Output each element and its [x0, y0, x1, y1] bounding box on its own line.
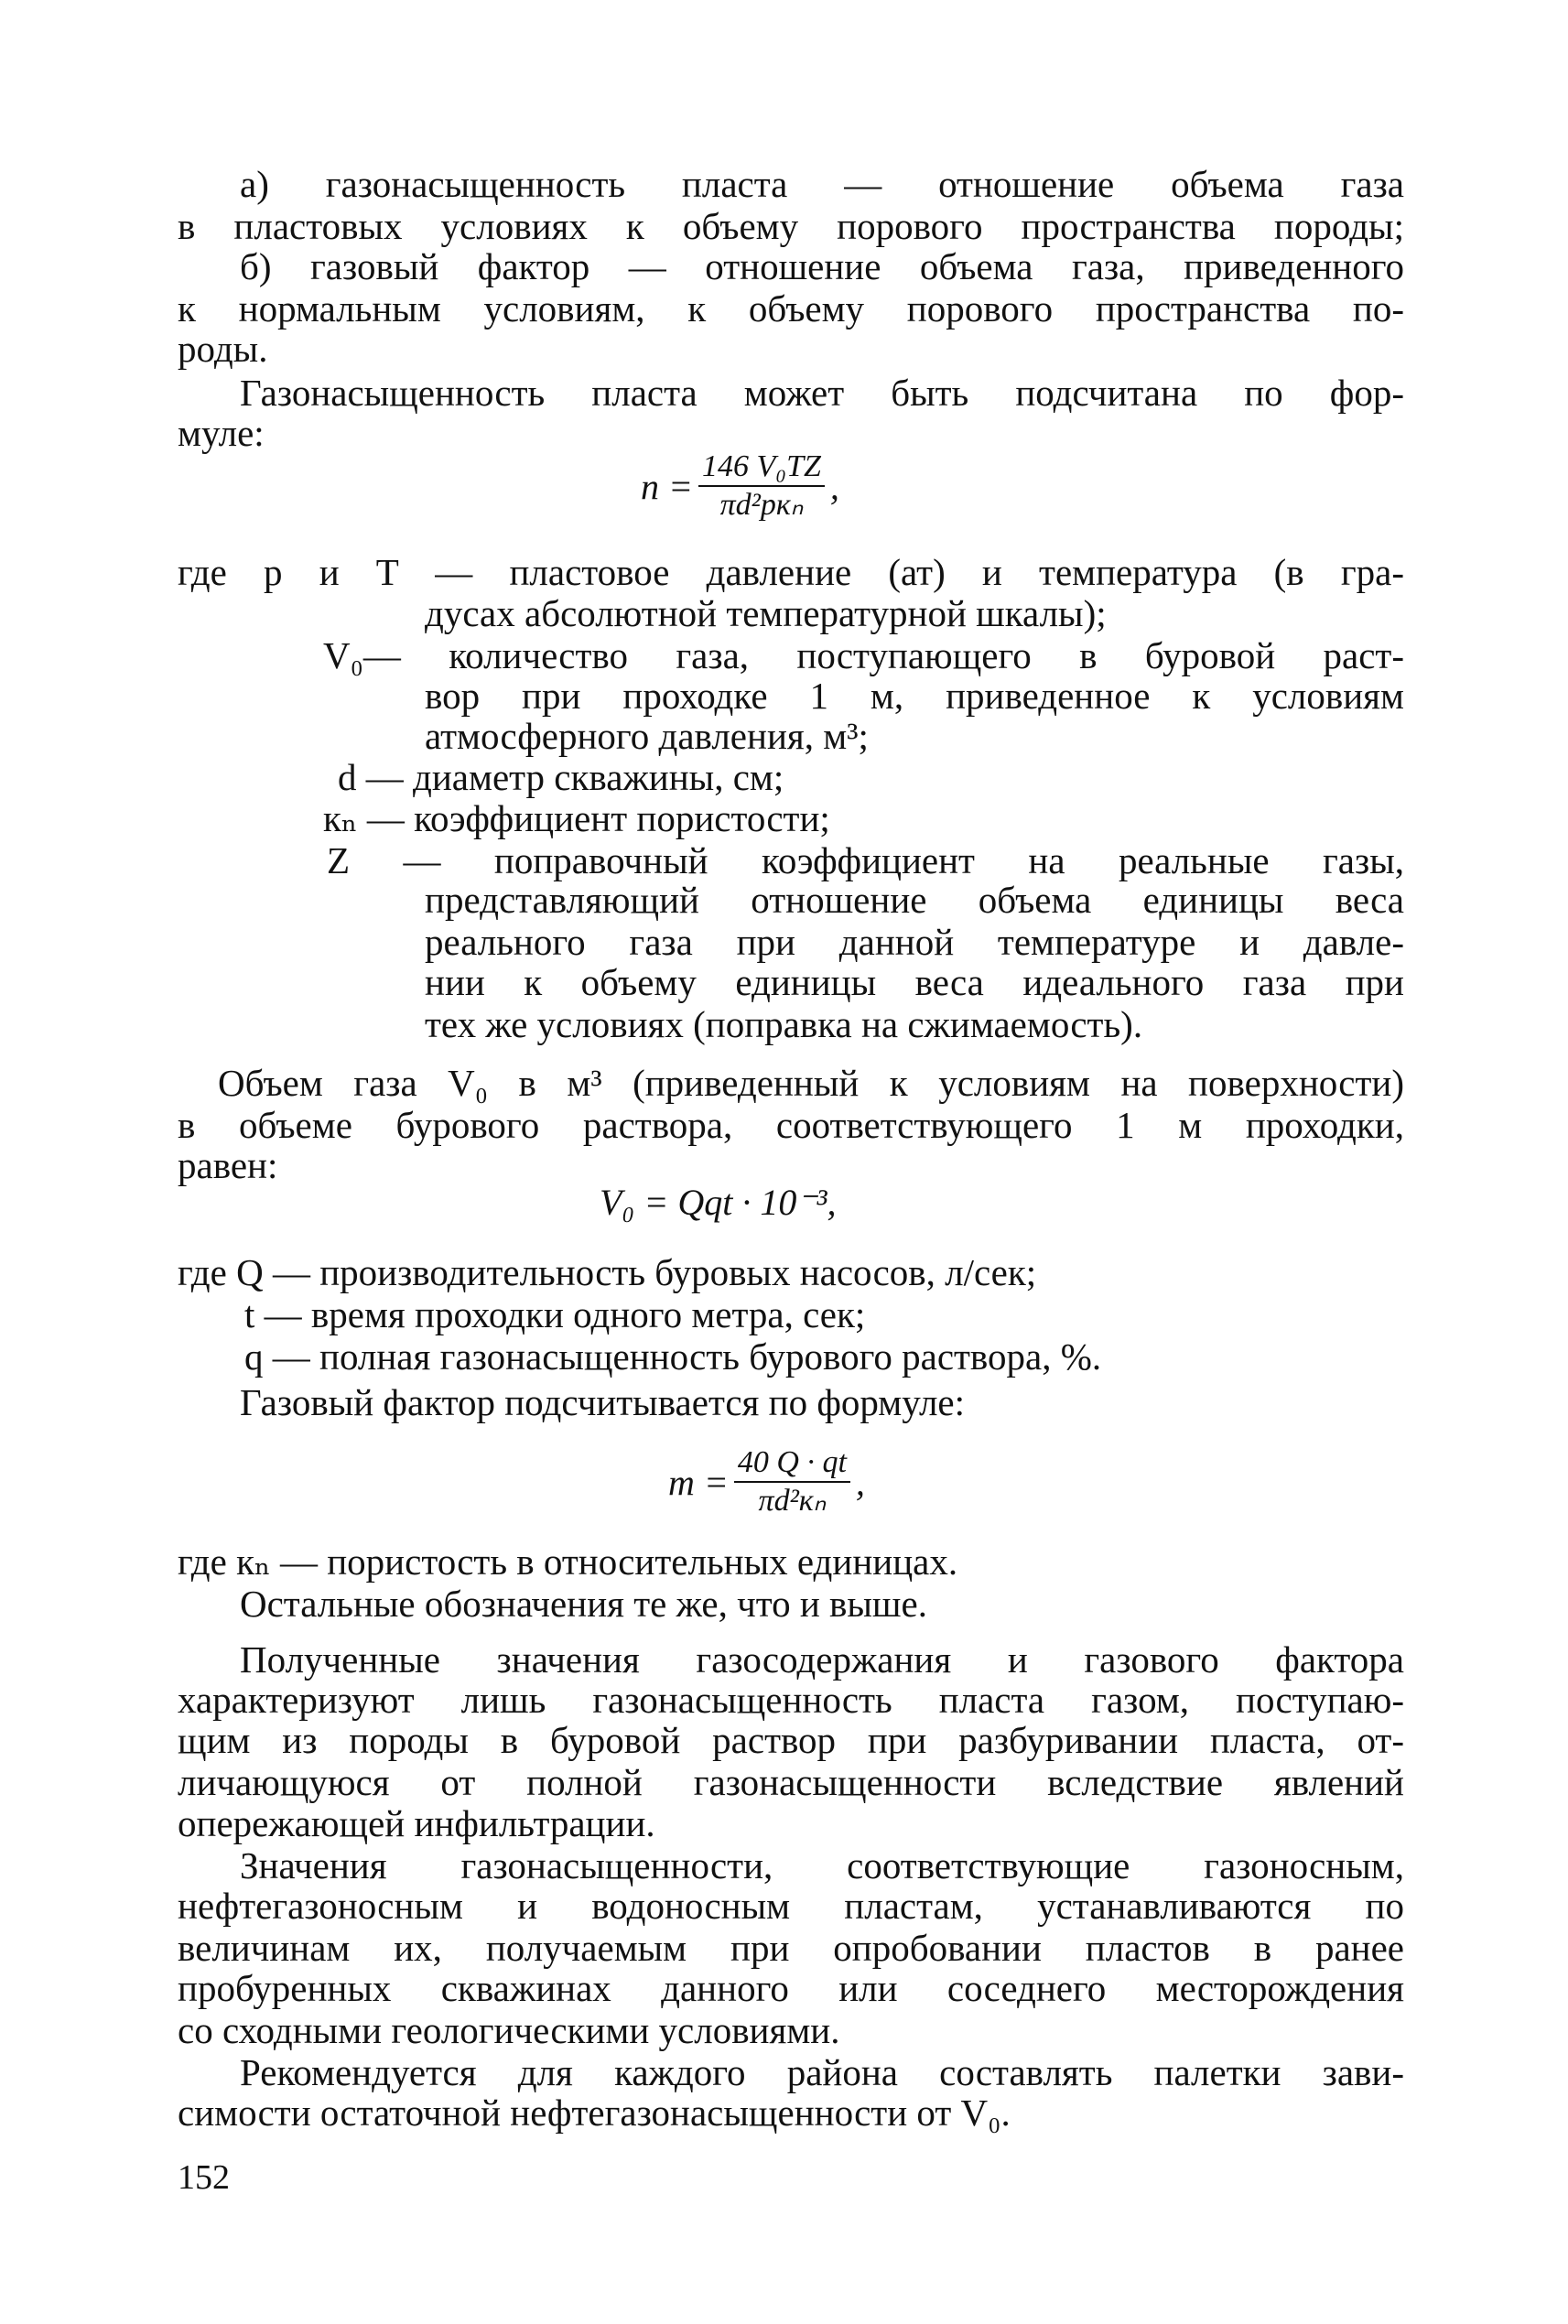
text-line: личающуюся от полной газонасыщенности вследствие явлений: [178, 1761, 1404, 1803]
numerator: 146 V₀TZ: [698, 449, 825, 487]
text-line: V₀— количество газа, поступающего в буровой раст-: [323, 634, 1404, 676]
text-line: d — диаметр скважины, см;: [338, 756, 784, 798]
fraction: [734, 1444, 850, 1519]
formula-lhs: n =: [641, 465, 693, 507]
text-line: тех же условиях (поправка на сжимаемость).: [425, 1003, 1143, 1045]
formula-tail: ,: [855, 1461, 865, 1503]
text-line: вор при проходке 1 м, приведенное к условиям: [425, 675, 1404, 717]
denominator: πd²pкₙ: [719, 488, 804, 522]
text-line: щим из породы в буровой раствор при разбуривании пласта, от-: [178, 1719, 1404, 1761]
text-line: Z — поправочный коэффициент на реальные газы,: [327, 839, 1404, 881]
text-line: где кₙ — пористость в относительных единицах.: [178, 1540, 958, 1583]
formula-gas-saturation: [641, 449, 839, 524]
page-number: 152: [178, 2158, 230, 2197]
text-line: б) газовый фактор — отношение объема газа, приведенного: [240, 245, 1404, 287]
text-line: к нормальным условиям, к объему порового пространства по-: [178, 287, 1404, 330]
text-line: муле:: [178, 412, 265, 454]
text-line: опережающей инфильтрации.: [178, 1802, 655, 1844]
text-line: равен:: [178, 1144, 278, 1186]
text-line: в пластовых условиях к объему порового пространства породы;: [178, 205, 1404, 247]
fraction: [698, 449, 825, 524]
text-line: где Q — производительность буровых насосов, л/сек;: [178, 1251, 1037, 1293]
text-line: q — полная газонасыщенность бурового раствора, %.: [244, 1335, 1102, 1378]
text-line: пробуренных скважинах данного или соседнего месторождения: [178, 1967, 1404, 2009]
text-line: роды.: [178, 328, 268, 370]
text-line: нефтегазоносным и водоносным пластам, устанавливаются по: [178, 1885, 1404, 1927]
formula-text: V₀ = Qqt · 10⁻³,: [600, 1182, 837, 1223]
text-line: где p и T — пластовое давление (ат) и температура (в гра-: [178, 551, 1404, 593]
formula-tail: ,: [829, 465, 839, 507]
text-line: со сходными геологическими условиями.: [178, 2009, 840, 2051]
text-line: Остальные обозначения те же, что и выше.: [240, 1583, 927, 1625]
text-line: величинам их, получаемым при опробовании пластов в ранее: [178, 1927, 1404, 1969]
formula-gas-volume: [600, 1181, 836, 1224]
text-line: Полученные значения газосодержания и газового фактора: [240, 1638, 1404, 1681]
text-line: а) газонасыщенность пласта — отношение объема газа: [240, 163, 1404, 205]
denominator: πd²кₙ: [758, 1484, 827, 1518]
text-line: характеризуют лишь газонасыщенность пласта газом, поступаю-: [178, 1679, 1404, 1721]
text-line: нии к объему единицы веса идеального газа при: [425, 961, 1404, 1003]
text-line: представляющий отношение объема единицы веса: [425, 879, 1404, 921]
text-line: атмосферного давления, м³;: [425, 715, 869, 757]
text-line: Рекомендуется для каждого района составлять палетки зави-: [240, 2051, 1404, 2093]
text-line: в объеме бурового раствора, соответствующего 1 м проходки,: [178, 1104, 1404, 1146]
text-line: дусах абсолютной температурной шкалы);: [425, 592, 1107, 634]
text-line: Газонасыщенность пласта может быть подсчитана по фор-: [240, 372, 1404, 414]
formula-lhs: m =: [668, 1461, 729, 1503]
text-line: реального газа при данной температуре и давле-: [425, 921, 1404, 963]
text-line: t — время проходки одного метра, сек;: [244, 1293, 866, 1335]
numerator: 40 Q · qt: [734, 1444, 850, 1483]
formula-gas-factor: [668, 1444, 865, 1519]
text-line: Значения газонасыщенности, соответствующие газоносным,: [240, 1844, 1404, 1886]
text-line: Газовый фактор подсчитывается по формуле:: [240, 1381, 965, 1423]
text-line: Объем газа V₀ в м³ (приведенный к условиям на поверхности): [218, 1062, 1404, 1104]
text-line: симости остаточной нефтегазонасыщенности от V₀.: [178, 2092, 1011, 2134]
text-line: кₙ — коэффициент пористости;: [323, 797, 830, 839]
